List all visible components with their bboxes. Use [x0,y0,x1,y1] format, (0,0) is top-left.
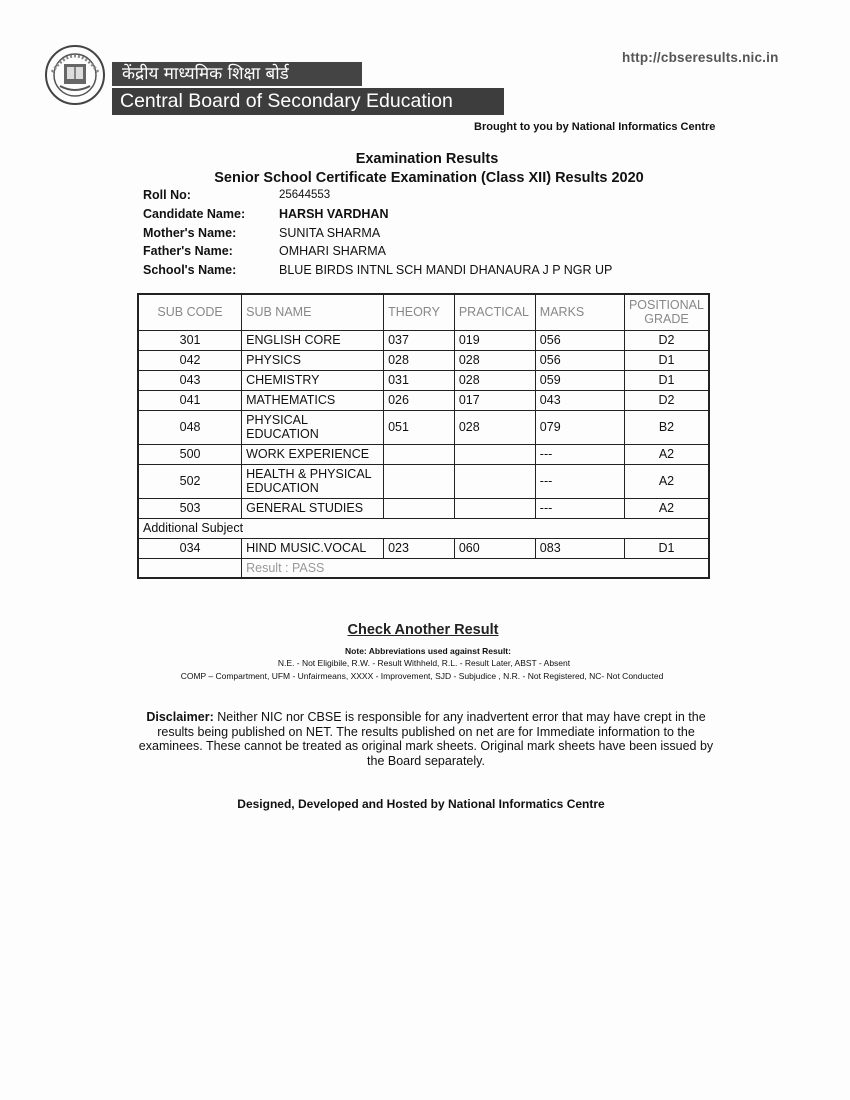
header-sub-name: SUB NAME [242,294,384,330]
sub-name-cell: ENGLISH CORE [242,330,384,350]
theory-cell [384,444,455,464]
additional-subject-header-row [138,518,709,538]
grade-cell: A2 [624,444,709,464]
theory-cell: 023 [384,538,455,558]
roll-no-value: 25644553 [279,189,331,201]
disclaimer-label: Disclaimer: [146,710,214,724]
practical-cell [454,464,535,498]
marks-cell: 079 [535,410,624,444]
practical-cell [454,444,535,464]
sub-name-cell: GENERAL STUDIES [242,498,384,518]
marks-cell: 059 [535,370,624,390]
header-practical: PRACTICAL [454,294,535,330]
theory-cell: 026 [384,390,455,410]
brought-by-text: Brought to you by National Informatics Centre [474,121,716,133]
result-row [138,558,709,578]
sub-code-cell: 502 [138,464,242,498]
grade-cell: D2 [624,330,709,350]
header-theory: THEORY [384,294,455,330]
abbreviations-line-1: N.E. - Not Eligibile, R.W. - Result Withheld, R.L. - Result Later, ABST - Absent [277,658,571,668]
sub-name-line2: EDUCATION [246,481,319,495]
additional-subject-label: Additional Subject [138,518,709,538]
marks-cell: 056 [535,330,624,350]
header-sub-code: SUB CODE [138,294,242,330]
practical-cell: 028 [454,350,535,370]
candidate-name-label: Candidate Name: [143,207,246,221]
table-row [138,410,709,444]
school-name-value: BLUE BIRDS INTNL SCH MANDI DHANAURA J P NGR UP [279,263,613,277]
header-positional-grade [624,294,709,330]
marks-cell: 043 [535,390,624,410]
table-row [138,464,709,498]
practical-cell: 019 [454,330,535,350]
table-row [138,444,709,464]
table-row [138,538,709,558]
sub-name-cell: PHYSICS [242,350,384,370]
sub-code-cell: 301 [138,330,242,350]
grade-cell: B2 [624,410,709,444]
practical-cell: 028 [454,410,535,444]
sub-code-cell: 048 [138,410,242,444]
sub-name-cell [242,410,384,444]
header-marks: MARKS [535,294,624,330]
header-grade-line2: GRADE [644,312,689,327]
marks-cell: --- [535,464,624,498]
sub-name-line1: HEALTH & PHYSICAL [246,467,372,481]
theory-cell [384,498,455,518]
board-name-hindi: केंद्रीय माध्यमिक शिक्षा बोर्ड [112,62,362,86]
table-row [138,498,709,518]
theory-cell: 031 [384,370,455,390]
table-row [138,370,709,390]
mother-name-label: Mother's Name: [143,226,237,240]
grade-cell: D1 [624,370,709,390]
abbreviations-note-title: Note: Abbreviations used against Result: [345,646,511,656]
father-name-value: OMHARI SHARMA [279,244,386,258]
marks-cell: --- [535,498,624,518]
practical-cell [454,498,535,518]
practical-cell: 028 [454,370,535,390]
sub-name-cell: CHEMISTRY [242,370,384,390]
school-name-label: School's Name: [143,263,237,277]
grade-cell: D1 [624,538,709,558]
cbse-emblem-icon [44,44,106,106]
designed-by-footer: Designed, Developed and Hosted by National Informatics Centre [237,797,605,811]
theory-cell: 028 [384,350,455,370]
sub-code-cell: 503 [138,498,242,518]
marks-cell: --- [535,444,624,464]
table-row [138,390,709,410]
sub-code-cell: 500 [138,444,242,464]
marks-cell: 056 [535,350,624,370]
grade-cell: A2 [624,464,709,498]
sub-name-line1: PHYSICAL [246,413,308,427]
sub-name-cell: WORK EXPERIENCE [242,444,384,464]
check-another-result-link[interactable]: Check Another Result [347,622,499,638]
mother-name-value: SUNITA SHARMA [279,226,381,240]
grade-cell: A2 [624,498,709,518]
result-status: Result : PASS [242,558,709,578]
practical-cell: 060 [454,538,535,558]
theory-cell [384,464,455,498]
grade-cell: D2 [624,390,709,410]
theory-cell: 037 [384,330,455,350]
sub-code-cell: 041 [138,390,242,410]
table-row [138,330,709,350]
table-row [138,350,709,370]
sub-name-line2: EDUCATION [246,427,319,441]
result-empty-cell [138,558,242,578]
disclaimer [136,710,716,768]
abbreviations-line-2: COMP – Compartment, UFM - Unfairmeans, XXXX - Improvement, SJD - Subjudice , N.R. - Not Registered, NC- Not Conducted [180,671,664,681]
board-name-english: Central Board of Secondary Education [112,88,504,115]
site-url: http://cbseresults.nic.in [622,50,779,65]
page-title: Examination Results [355,151,499,167]
sub-code-cell: 042 [138,350,242,370]
marks-table [137,293,710,579]
sub-name-cell: HIND MUSIC.VOCAL [242,538,384,558]
grade-cell: D1 [624,350,709,370]
table-header-row [138,294,709,330]
sub-name-cell [242,464,384,498]
sub-code-cell: 043 [138,370,242,390]
sub-code-cell: 034 [138,538,242,558]
header-grade-line1: POSITIONAL [628,298,704,313]
father-name-label: Father's Name: [143,244,233,258]
theory-cell: 051 [384,410,455,444]
sub-name-cell: MATHEMATICS [242,390,384,410]
disclaimer-text: Neither NIC nor CBSE is responsible for any inadvertent error that may have crept in the results being published on NET. The results published on net are for Immediate information to the examinees. These cannot be treated as original mark sheets. Original mark sheets have been issued by the Board separately. [138,710,714,768]
candidate-name-value: HARSH VARDHAN [279,207,389,221]
page-subtitle: Senior School Certificate Examination (Class XII) Results 2020 [214,170,644,186]
practical-cell: 017 [454,390,535,410]
marks-cell: 083 [535,538,624,558]
roll-no-label: Roll No: [143,188,191,202]
